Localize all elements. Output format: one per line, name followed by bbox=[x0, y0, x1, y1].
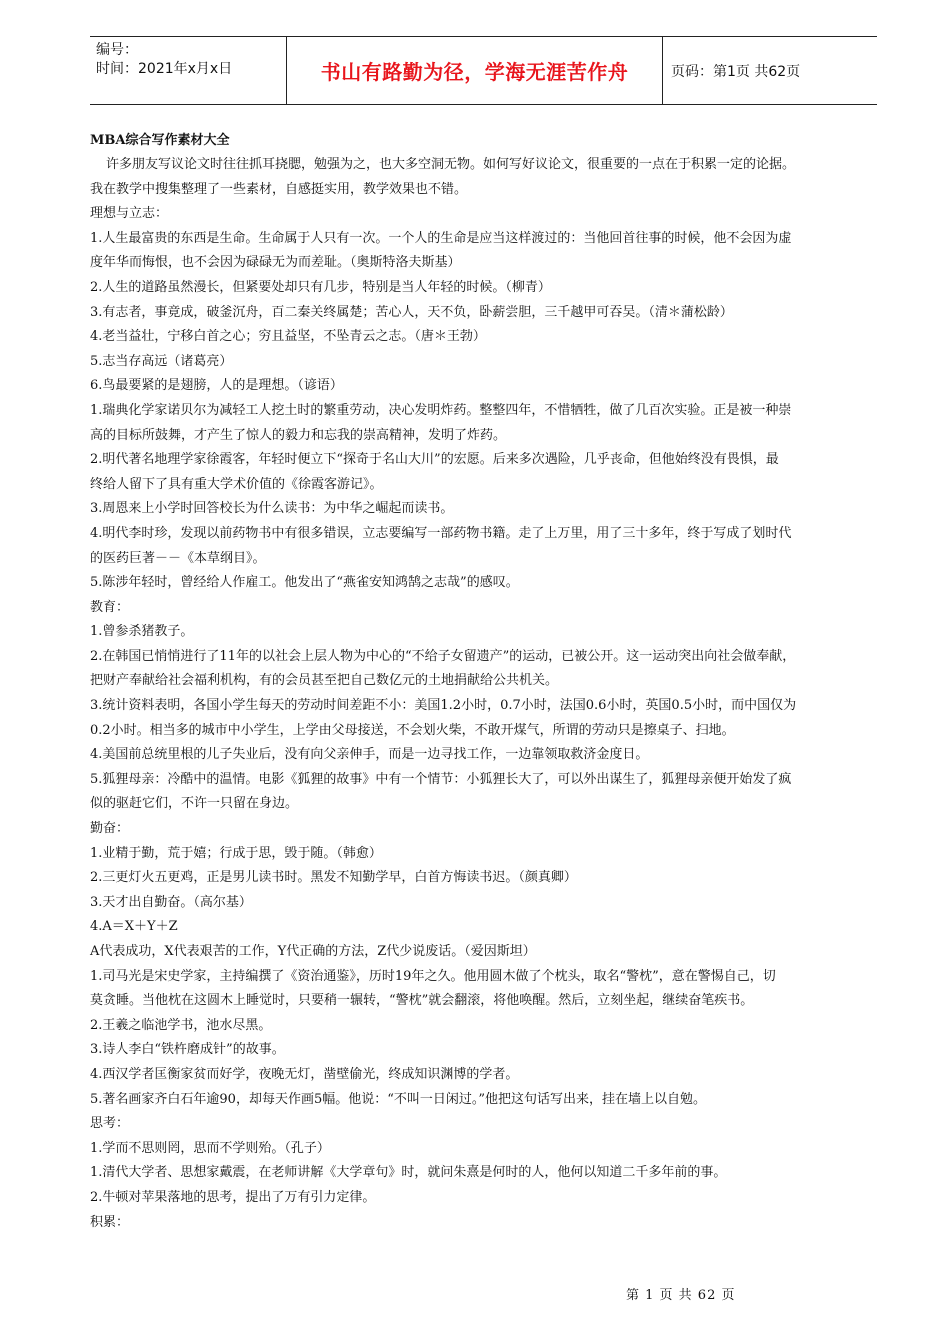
text-line: 2.王羲之临池学书，池水尽黑。 bbox=[90, 1017, 272, 1033]
text-line: 4.西汉学者匡衡家贫而好学，夜晚无灯，凿壁偷光，终成知识渊博的学者。 bbox=[90, 1066, 519, 1082]
text-line: 度年华而悔恨，也不会因为碌碌无为而差耻。（奥斯特洛夫斯基） bbox=[90, 255, 461, 271]
text-line: 5.狐狸母亲：冷酷中的温情。电影《狐狸的故事》中有一个情节：小狐狸长大了，可以外出谋生了，狐狸母亲便开始发了疯 bbox=[90, 771, 792, 787]
text-line: 的医药巨著－－《本草纲目》。 bbox=[90, 550, 266, 566]
text-line: 5.著名画家齐白石年逾90，却每天作画5幅。他说：“不叫一日闲过。”他把这句话写出来，挂在墙上以自勉。 bbox=[90, 1091, 707, 1107]
page-footer: 第 1 页 共 62 页 bbox=[626, 1288, 736, 1303]
document-lines bbox=[90, 153, 878, 1235]
text-line: 5.陈涉年轻时，曾经给人作雇工。他发出了“燕雀安知鸿鹄之志哉”的感叹。 bbox=[90, 575, 519, 591]
text-line: 1.司马光是宋史学家，主持编撰了《资治通鉴》，历时19年之久。他用圆木做了个枕头，取名“警枕”，意在警惕自己，切 bbox=[90, 968, 776, 984]
text-line: 1.学而不思则罔，思而不学则殆。（孔子） bbox=[90, 1140, 330, 1156]
text-line: A代表成功，X代表艰苦的工作，Y代正确的方法，Z代少说废话。（爱因斯坦） bbox=[90, 944, 536, 959]
text-line: 终给人留下了具有重大学术价值的《徐霞客游记》。 bbox=[90, 476, 383, 492]
text-line: 5.志当存高远（诸葛亮） bbox=[90, 353, 233, 369]
text-line: 勤奋： bbox=[90, 821, 130, 837]
text-line: 高的目标所鼓舞，才产生了惊人的毅力和忘我的崇高精神，发明了炸药。 bbox=[90, 427, 507, 443]
text-line: 把财产奉献给社会福利机构，有的会员甚至把自己数亿元的土地捐献给公共机关。 bbox=[90, 673, 559, 689]
text-line: 2.在韩国已悄悄进行了11年的以社会上层人物为中心的“不给子女留遗产”的运动，已被公开。这一运动突出向社会做奉献， bbox=[90, 648, 796, 664]
document-header bbox=[90, 36, 877, 105]
header-motto-cell bbox=[287, 37, 663, 104]
text-line: 2.三更灯火五更鸡，正是男儿读书时。黑发不知勤学早，白首方悔读书迟。（颜真卿） bbox=[90, 870, 577, 886]
code-label: 编号： bbox=[96, 42, 138, 58]
page-info: 页码：第1页 共62页 bbox=[671, 63, 801, 80]
text-line: 3.天才出自勤奋。（高尔基） bbox=[90, 894, 252, 910]
document-title: MBA综合写作素材大全 bbox=[90, 133, 230, 148]
text-line: 0.2小时。相当多的城市中小学生，上学由父母接送，不会划火柴，不敢开煤气，所谓的劳动只是擦桌子、扫地。 bbox=[90, 722, 735, 738]
text-line: 1.清代大学者、思想家戴震，在老师讲解《大学章句》时，就问朱熹是何时的人，他何以知道二千多年前的事。 bbox=[90, 1165, 727, 1181]
text-line: 1.业精于勤，荒于嬉；行成于思，毁于随。（韩愈） bbox=[90, 845, 382, 861]
text-line: 积累： bbox=[90, 1214, 130, 1230]
text-line: 理想与立志： bbox=[90, 206, 169, 222]
text-line: 莫贪睡。当他枕在这圆木上睡觉时，只要稍一辗转，“警枕”就会翻滚，将他唤醒。然后，立刻坐起，继续奋笔疾书。 bbox=[90, 993, 754, 1009]
text-line: 2.明代著名地理学家徐霞客，年轻时便立下“探奇于名山大川”的宏愿。后来多次遇险，几乎丧命，但他始终没有畏惧，最 bbox=[90, 452, 779, 468]
text-line: 似的驱赶它们，不许一只留在身边。 bbox=[90, 796, 299, 812]
text-line: 许多朋友写议论文时往往抓耳挠腮，勉强为之，也大多空洞无物。如何写好议论文，很重要的一点在于积累一定的论据。 bbox=[106, 157, 796, 172]
text-line: 教育： bbox=[90, 599, 130, 615]
date-label: 时间：2021年x月x日 bbox=[96, 61, 233, 77]
text-line: 3.有志者，事竟成，破釜沉舟，百二秦关终属楚；苦心人，天不负，卧薪尝胆，三千越甲可吞吴。（清＊蒲松龄） bbox=[90, 304, 733, 320]
text-line: 6.鸟最要紧的是翅膀，人的是理想。（谚语） bbox=[90, 378, 343, 394]
text-line: 2.人生的道路虽然漫长，但紧要处却只有几步，特别是当人年轻的时候。（柳青） bbox=[90, 279, 551, 295]
text-line: 4.明代李时珍，发现以前药物书中有很多错误，立志要编写一部药物书籍。走了上万里，用了三十多年，终于写成了划时代 bbox=[90, 525, 792, 541]
text-line: 4.老当益壮，宁移白首之心；穷且益坚，不坠青云之志。（唐＊王勃） bbox=[90, 329, 486, 345]
text-line: 1.曾参杀猪教子。 bbox=[90, 624, 194, 640]
text-line: 4.美国前总统里根的儿子失业后，没有向父亲伸手，而是一边寻找工作，一边靠领取救济金度日。 bbox=[90, 747, 649, 763]
text-line: 3.统计资料表明，各国小学生每天的劳动时间差距不小：美国1.2小时，0.7小时，法国0.6小时，英国0.5小时，而中国仅为 bbox=[90, 698, 797, 714]
header-meta-cell bbox=[90, 37, 287, 104]
text-line: 3.周恩来上小学时回答校长为什么读书：为中华之崛起而读书。 bbox=[90, 501, 454, 517]
text-line: 思考： bbox=[90, 1116, 130, 1132]
text-line: 我在教学中搜集整理了一些素材，自感挺实用，教学效果也不错。 bbox=[90, 181, 468, 197]
text-line: 4.A＝X＋Y＋Z bbox=[90, 919, 178, 935]
text-line: 1.人生最富贵的东西是生命。生命属于人只有一次。一个人的生命是应当这样渡过的：当他回首往事的时候，他不会因为虚 bbox=[90, 230, 792, 246]
document-body bbox=[90, 129, 878, 1235]
motto-text: 书山有路勤为径，学海无涯苦作舟 bbox=[320, 60, 629, 84]
header-page-cell bbox=[663, 37, 877, 104]
text-line: 1.瑞典化学家诺贝尔为减轻工人挖土时的繁重劳动，决心发明炸药。整整四年，不惜牺牲，做了几百次实验。正是被一种崇 bbox=[90, 402, 792, 418]
text-line: 2.牛顿对苹果落地的思考，提出了万有引力定律。 bbox=[90, 1189, 376, 1205]
text-line: 3.诗人李白“铁杵磨成针”的故事。 bbox=[90, 1042, 285, 1058]
